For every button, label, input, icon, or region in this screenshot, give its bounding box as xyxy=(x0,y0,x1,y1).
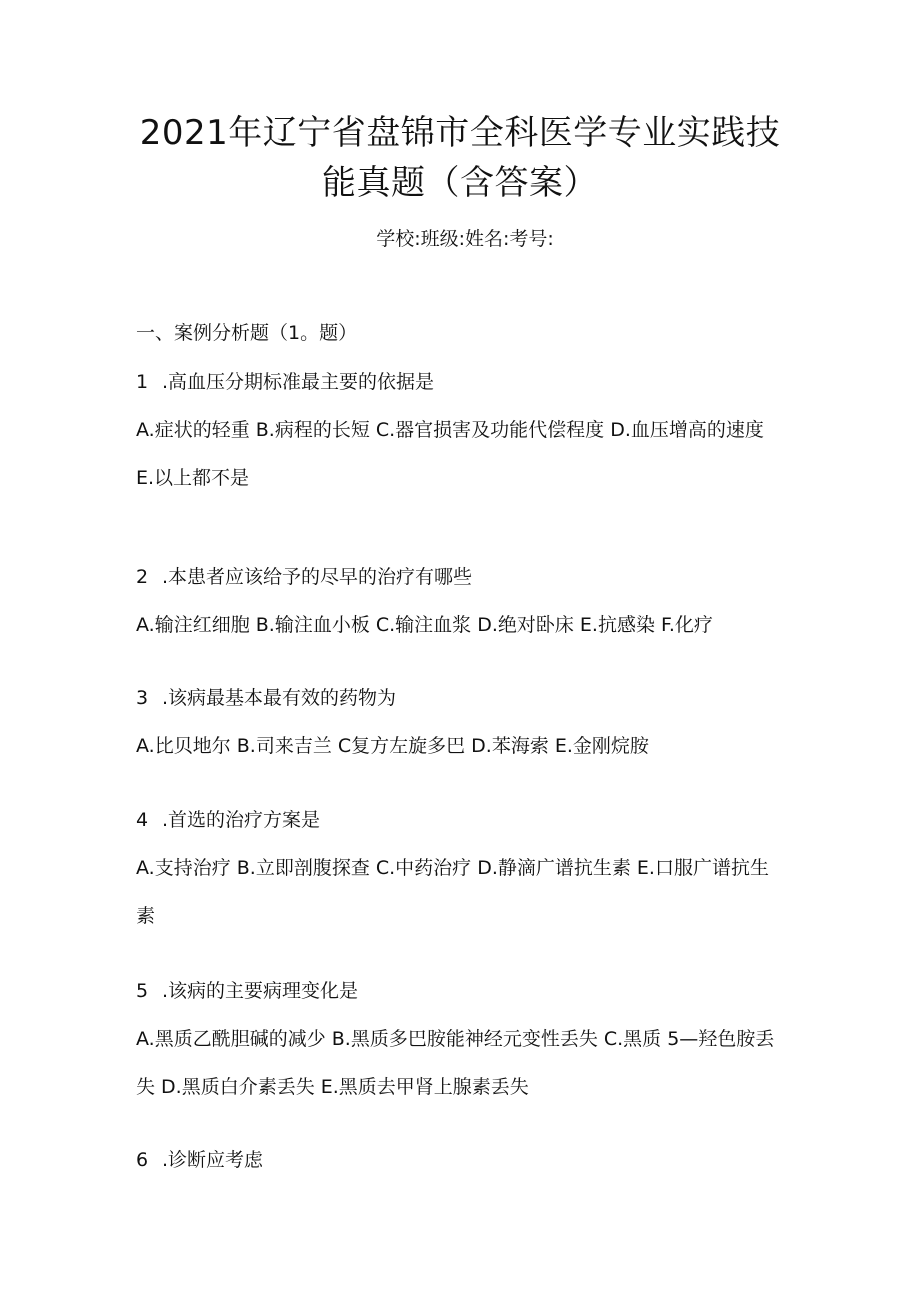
question-text: .高血压分期标准最主要的依据是 xyxy=(162,371,435,393)
question-number: 6 xyxy=(136,1149,149,1171)
question-2 xyxy=(136,565,784,649)
section-heading: 一、案例分析题（1。题） xyxy=(136,322,358,344)
title-line-1: 2021年辽宁省盘锦市全科医学专业实践技 xyxy=(139,113,781,153)
student-info-line: 学校:班级:姓名:考号: xyxy=(376,228,554,250)
question-text: .该病的主要病理变化是 xyxy=(162,980,359,1002)
question-text: .该病最基本最有效的药物为 xyxy=(162,687,397,709)
question-number: 1 xyxy=(136,371,149,393)
question-options: A.支持治疗 B.立即剖腹探查 C.中药治疗 D.静滴广谱抗生素 E.口服广谱抗生素 xyxy=(136,857,769,927)
question-text: .本患者应该给予的尽早的治疗有哪些 xyxy=(162,566,473,588)
question-6 xyxy=(136,1148,784,1172)
question-number: 2 xyxy=(136,566,149,588)
question-options: A.比贝地尔 B.司来吉兰 C复方左旋多巴 D.苯海索 E.金刚烷胺 xyxy=(136,735,649,757)
question-text: .诊断应考虑 xyxy=(162,1149,264,1171)
question-number: 4 xyxy=(136,809,149,831)
document-title xyxy=(120,108,800,208)
question-4 xyxy=(136,808,784,940)
question-number: 5 xyxy=(136,980,149,1002)
question-text: .首选的治疗方案是 xyxy=(162,809,321,831)
question-number: 3 xyxy=(136,687,149,709)
question-options: A.输注红细胞 B.输注血小板 C.输注血浆 D.绝对卧床 E.抗感染 F.化疗 xyxy=(136,614,713,636)
question-3 xyxy=(136,686,784,770)
question-1 xyxy=(136,370,784,502)
title-line-2: 能真题（含答案） xyxy=(322,163,598,203)
question-options: A.黑质乙酰胆碱的减少 B.黑质多巴胺能神经元变性丢失 C.黑质 5—羟色胺丢失 D.黑质白介素丢失 E.黑质去甲肾上腺素丢失 xyxy=(136,1028,775,1098)
question-options: A.症状的轻重 B.病程的长短 C.器官损害及功能代偿程度 D.血压增高的速度 E.以上都不是 xyxy=(136,419,764,489)
question-5 xyxy=(136,979,784,1111)
